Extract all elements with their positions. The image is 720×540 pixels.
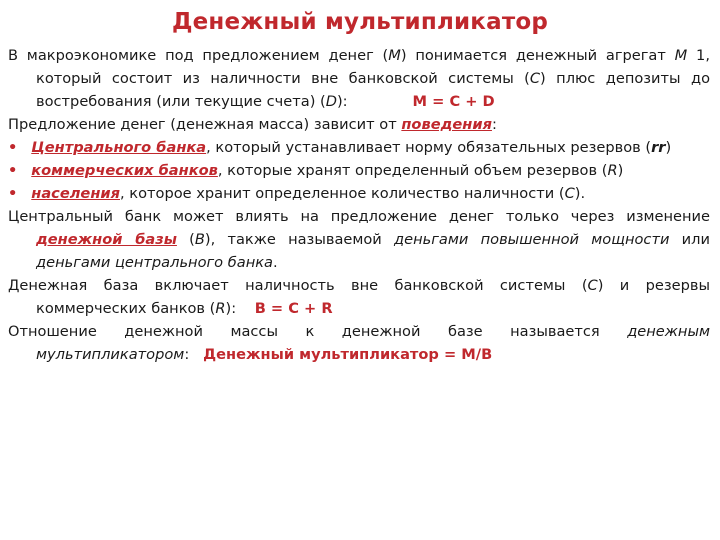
var-m: М — [388, 47, 401, 64]
var-c: С — [529, 70, 541, 87]
slide-body — [8, 44, 710, 366]
text: ) понимается денежный агрегат — [400, 47, 675, 64]
text: : — [184, 346, 190, 363]
var-r: R — [607, 162, 618, 179]
text: ) и резервы коммерческих банков ( — [36, 277, 710, 317]
text: ) — [665, 139, 672, 156]
formula-monetary-base: В = С + R — [254, 300, 333, 317]
highlight-monetary-base: денежной базы — [36, 231, 177, 248]
slide-title: Денежный мультипликатор — [171, 9, 549, 35]
text: или — [669, 231, 710, 248]
text: Предложение денег (денежная масса) зависит от — [8, 116, 402, 133]
bullet-icon: • — [8, 162, 18, 179]
paragraph-multiplier — [8, 320, 710, 366]
text: ) — [617, 162, 624, 179]
highlight-commercial-banks: коммерческих банков — [31, 162, 218, 179]
text: . — [273, 254, 278, 271]
bullet-icon: • — [8, 139, 18, 156]
var-m: М — [674, 47, 688, 64]
paragraph-money-supply-definition — [8, 44, 710, 113]
text: , который устанавливает норму обязательных резервов ( — [206, 139, 652, 156]
formula-money-multiplier: Денежный мультипликатор = М/В — [203, 346, 493, 363]
text: 1, который состоит из наличности вне банковской системы ( — [36, 47, 710, 87]
var-c: С — [564, 185, 575, 202]
text: Центральный банк может влиять на предложение денег только через изменение — [8, 208, 710, 225]
term-central-bank-money: деньгами центрального банка — [36, 254, 273, 271]
highlight-central-bank: Центрального банка — [31, 139, 207, 156]
bullet-commercial-banks — [8, 159, 710, 182]
paragraph-depends-on — [8, 113, 710, 136]
text: ), также называемой — [204, 231, 395, 248]
text: ): — [225, 300, 237, 317]
text: Денежная база включает наличность вне банковской системы ( — [8, 277, 588, 294]
text: Отношение денежной массы к денежной базе называется — [8, 323, 628, 340]
term-money-multiplier: денежным мультипликатором — [36, 323, 710, 363]
text: , которые хранят определенный объем резервов ( — [217, 162, 608, 179]
paragraph-monetary-base-composition — [8, 274, 710, 320]
var-r: R — [215, 300, 226, 317]
var-c: С — [587, 277, 598, 294]
var-d: D — [325, 93, 337, 110]
text: В макроэкономике под предложением денег ( — [8, 47, 389, 64]
highlight-behavior: поведения — [401, 116, 492, 133]
text: , которое хранит определенное количество наличности ( — [120, 185, 565, 202]
bullet-icon: • — [8, 185, 18, 202]
paragraph-monetary-base-influence — [8, 205, 710, 274]
text: ): — [336, 93, 348, 110]
highlight-population: населения — [31, 185, 120, 202]
term-high-powered-money: деньгами повышенной мощности — [394, 231, 670, 248]
bullet-population — [8, 182, 710, 205]
var-rr: rr — [651, 139, 666, 156]
text: ) плюс депозиты до востребования (или текущие счета) ( — [36, 70, 710, 110]
var-b: В — [194, 231, 205, 248]
text: ). — [574, 185, 586, 202]
text: : — [491, 116, 497, 133]
bullet-central-bank — [8, 136, 710, 159]
formula-money-supply: М = С + D — [412, 93, 495, 110]
text: ( — [176, 231, 195, 248]
